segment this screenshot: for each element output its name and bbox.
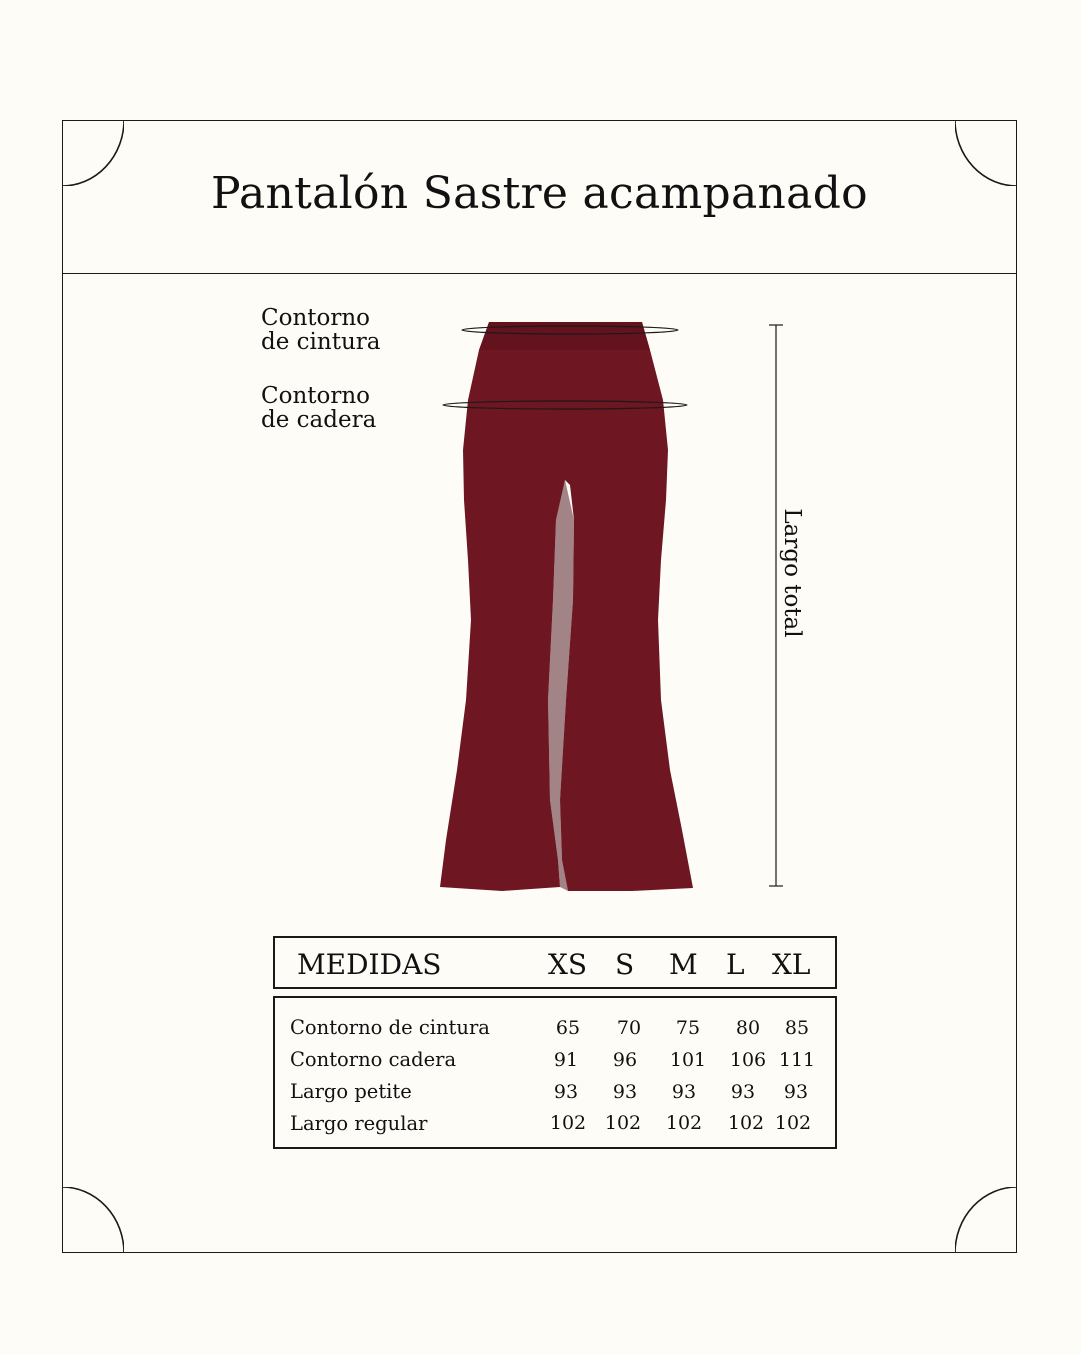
size-header-s: S — [615, 948, 635, 981]
cell-waist-m: 75 — [675, 1017, 701, 1039]
cell-regular-s: 102 — [604, 1112, 642, 1134]
cell-regular-xl: 102 — [774, 1112, 812, 1134]
cell-petite-s: 93 — [612, 1081, 638, 1103]
cell-petite-xl: 93 — [783, 1081, 809, 1103]
hip-label-line-1: Contorno — [261, 383, 371, 409]
cell-hip-m: 101 — [669, 1049, 707, 1071]
cell-petite-m: 93 — [671, 1081, 697, 1103]
cell-regular-l: 102 — [727, 1112, 765, 1134]
cell-hip-s: 96 — [612, 1049, 638, 1071]
cell-hip-xl: 111 — [778, 1049, 816, 1071]
size-header-l: L — [726, 948, 745, 981]
hip-label-line-2: de cadera — [261, 407, 377, 433]
cell-waist-xs: 65 — [555, 1017, 581, 1039]
cell-regular-m: 102 — [665, 1112, 703, 1134]
cell-waist-s: 70 — [616, 1017, 642, 1039]
cell-waist-xl: 85 — [784, 1017, 810, 1039]
page-title: Pantalón Sastre acampanado — [211, 168, 868, 219]
size-header-m: M — [669, 948, 698, 981]
size-header-xs: XS — [548, 948, 588, 981]
row-label-petite: Largo petite — [290, 1080, 412, 1103]
cell-petite-l: 93 — [730, 1081, 756, 1103]
row-label-waist: Contorno de cintura — [290, 1016, 490, 1039]
waist-label-line-2: de cintura — [261, 329, 381, 355]
row-label-regular: Largo regular — [290, 1112, 428, 1135]
length-label: Largo total — [779, 508, 805, 638]
cell-hip-xs: 91 — [553, 1049, 579, 1071]
cell-petite-xs: 93 — [553, 1081, 579, 1103]
cell-waist-l: 80 — [735, 1017, 761, 1039]
row-label-hip: Contorno cadera — [290, 1048, 457, 1071]
cell-regular-xs: 102 — [549, 1112, 587, 1134]
cell-hip-l: 106 — [729, 1049, 767, 1071]
waist-label-line-1: Contorno — [261, 305, 371, 331]
size-header-xl: XL — [772, 948, 811, 981]
table-header-label: MEDIDAS — [297, 948, 442, 981]
